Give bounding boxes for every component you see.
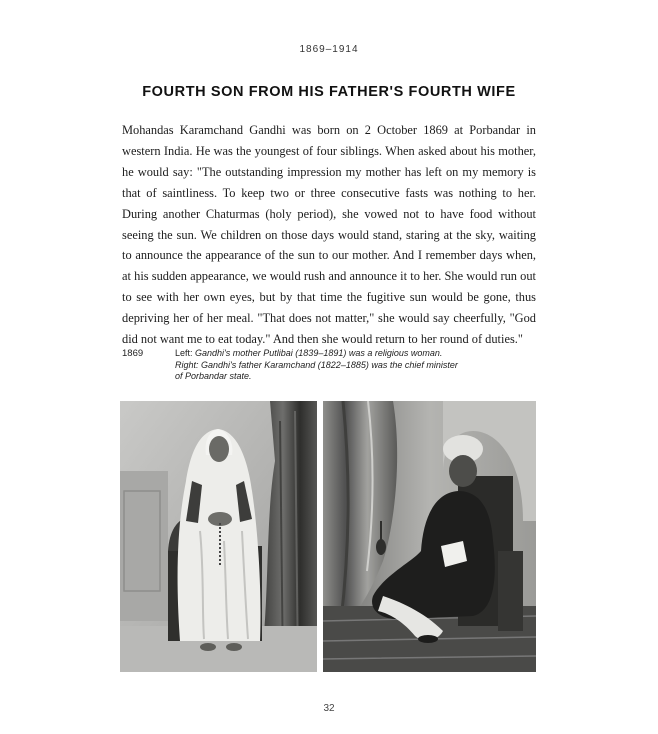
photo-putlibai xyxy=(120,401,317,672)
caption-left-label: Left: xyxy=(175,348,193,358)
caption-line-right: Right: Gandhi's father Karamchand (1822–1885) was the chief minister xyxy=(175,359,458,370)
caption-lines xyxy=(175,348,535,383)
photo-karamchand xyxy=(323,401,536,672)
caption-year: 1869 xyxy=(122,348,144,359)
caption-left-text: Gandhi's mother Putlibai (1839–1891) was a religious woman. xyxy=(195,348,443,358)
caption-line-left xyxy=(175,348,535,360)
photo-karamchand-illustration xyxy=(323,401,536,672)
page-number: 32 xyxy=(323,703,335,714)
photo-putlibai-illustration xyxy=(120,401,317,672)
running-head: 1869–1914 xyxy=(299,44,359,55)
caption-line-right-cont: of Porbandar state. xyxy=(175,371,252,381)
body-paragraph: Mohandas Karamchand Gandhi was born on 2 October 1869 at Porbandar in western India. He was the youngest of four siblings. When asked about his mother, he would say: "The outstanding impression my mother has left on my memory is that of saintliness. To keep two or three consecutive fasts was nothing to her. During another Chaturmas (holy period), she vowed not to have food without seeing the sun. We children on those days would stand, staring at the sky, waiting to announce the appearance of the sun to our mother. And I remember days when, at his sudden appearance, we would rush and announce it to her. She would run out to see with her own eyes, but by that time the fugitive sun would be gone, thus depriving her of her meal. "That does not matter," she would say cheerfully, "God did not want me to eat today." And then she would return to her round of duties." xyxy=(122,123,536,347)
chapter-title: FOURTH SON FROM HIS FATHER'S FOURTH WIFE xyxy=(142,84,516,100)
